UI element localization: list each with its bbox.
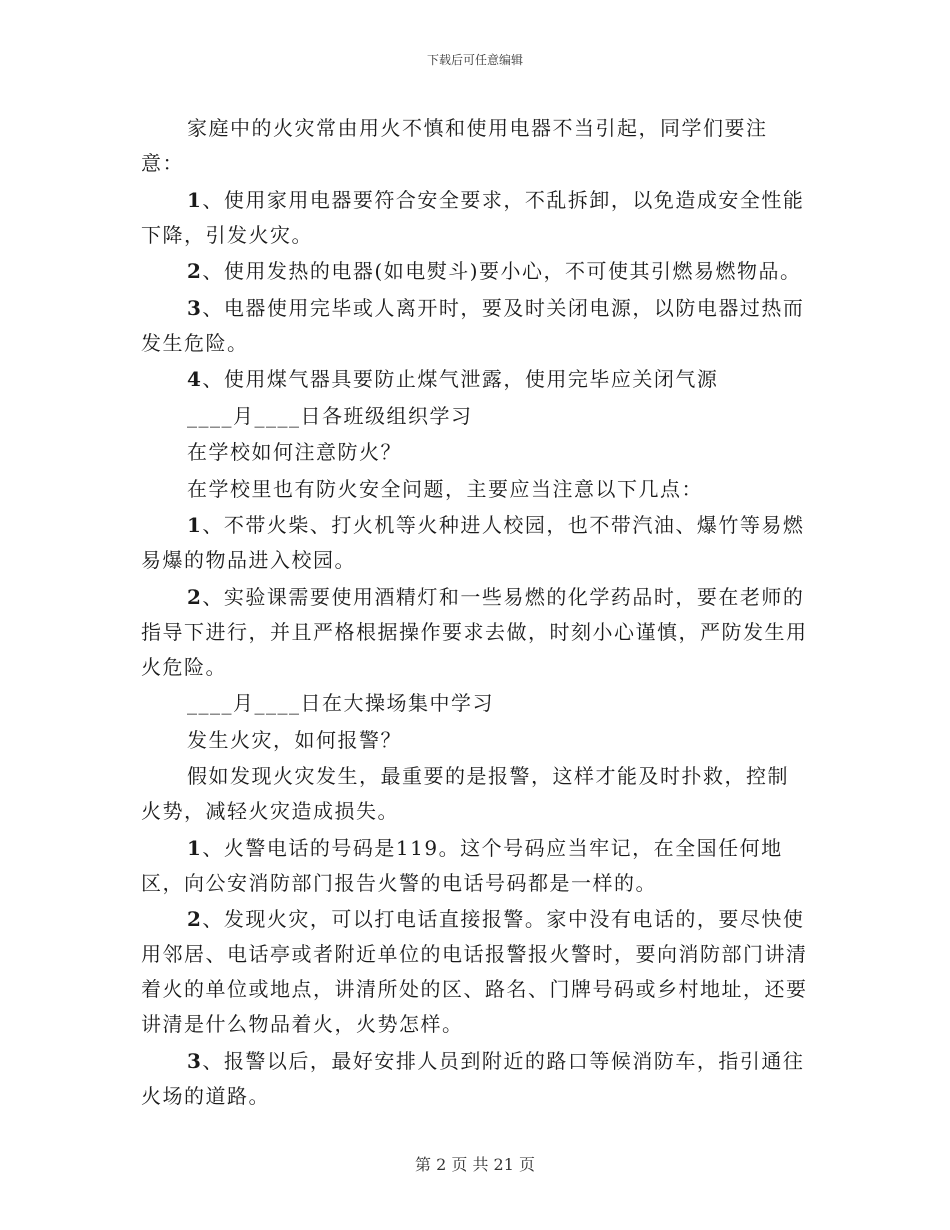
item-number: 1 <box>187 835 203 860</box>
paragraph-text: 发生火灾，如何报警？ <box>187 727 402 752</box>
paragraph-text: ____月____日在大操场集中学习 <box>187 691 494 715</box>
paragraph <box>141 472 809 507</box>
paragraph <box>141 399 809 434</box>
paragraph <box>141 291 809 361</box>
page-footer: 第 2 页 共 21 页 <box>415 1155 535 1174</box>
paragraph-text: 、使用煤气器具要防止煤气泄露，使用完毕应关闭气源 <box>202 367 719 391</box>
item-number: 2 <box>187 259 203 283</box>
item-number: 2 <box>187 907 203 931</box>
item-number: 2 <box>187 584 203 609</box>
paragraph-text: 、报警以后，最好安排人员到附近的路口等候消防车，指引通往火场的道路。 <box>141 1048 805 1108</box>
paragraph-text: 、发现火灾，可以打电话直接报警。家中没有电话的，要尽快使用邻居、电话亭或者附近单位的电话报警报火警时，要向消防部门讲清着火的单位或地点，讲清所处的区、路名、门牌号码或乡村地址，还要讲清是什么物品着火，火势怎样。 <box>141 907 808 1036</box>
paragraph <box>141 435 809 470</box>
item-number: 3 <box>187 295 203 320</box>
paragraph-text: 在学校里也有防火安全问题，主要应当注意以下几点： <box>187 476 703 501</box>
item-number: 1 <box>187 187 203 212</box>
paragraph-text: 、实验课需要使用酒精灯和一些易燃的化学药品时，要在老师的指导下进行，并且严格根据操作要求去做，时刻小心谨慎，严防发生用火危险。 <box>141 584 808 679</box>
paragraph <box>141 686 809 721</box>
paragraph <box>141 183 809 253</box>
item-number: 1 <box>187 513 203 537</box>
paragraph-text: 、火警电话的号码是119。这个号码应当牢记，在全国任何地区，向公安消防部门报告火警的电话号码都是一样的。 <box>141 835 783 895</box>
paragraph <box>141 254 809 289</box>
paragraph-text: 、使用发热的电器(如电熨斗)要小心，不可使其引燃易燃物品。 <box>202 259 802 283</box>
item-number: 3 <box>187 1048 203 1073</box>
paragraph <box>141 508 809 578</box>
paragraph-text: ____月____日各班级组织学习 <box>187 403 473 428</box>
paragraph <box>141 580 809 685</box>
paragraph <box>141 902 809 1042</box>
paragraph-text: 、使用家用电器要符合安全要求，不乱拆卸，以免造成安全性能下降，引发火灾。 <box>141 187 805 247</box>
page-header: 下载后可任意编辑 <box>426 53 523 67</box>
paragraph <box>141 759 809 829</box>
paragraph-text: 家庭中的火灾常由用火不慎和使用电器不当引起，同学们要注意： <box>141 116 768 175</box>
paragraph <box>141 111 809 181</box>
paragraph <box>141 1044 809 1114</box>
paragraph-text: 、电器使用完毕或人离开时，要及时关闭电源，以防电器过热而发生危险。 <box>141 295 805 355</box>
document-body <box>141 111 809 1115</box>
paragraph <box>141 831 809 901</box>
paragraph-text: 、不带火柴、打火机等火种进人校园，也不带汽油、爆竹等易燃易爆的物品进入校园。 <box>141 513 805 572</box>
paragraph <box>141 723 809 758</box>
paragraph-text: 假如发现火灾发生，最重要的是报警，这样才能及时扑救，控制火势，减轻火灾造成损失。 <box>141 764 789 823</box>
item-number: 4 <box>187 367 203 391</box>
paragraph-text: 在学校如何注意防火？ <box>187 440 402 464</box>
paragraph <box>141 362 809 397</box>
